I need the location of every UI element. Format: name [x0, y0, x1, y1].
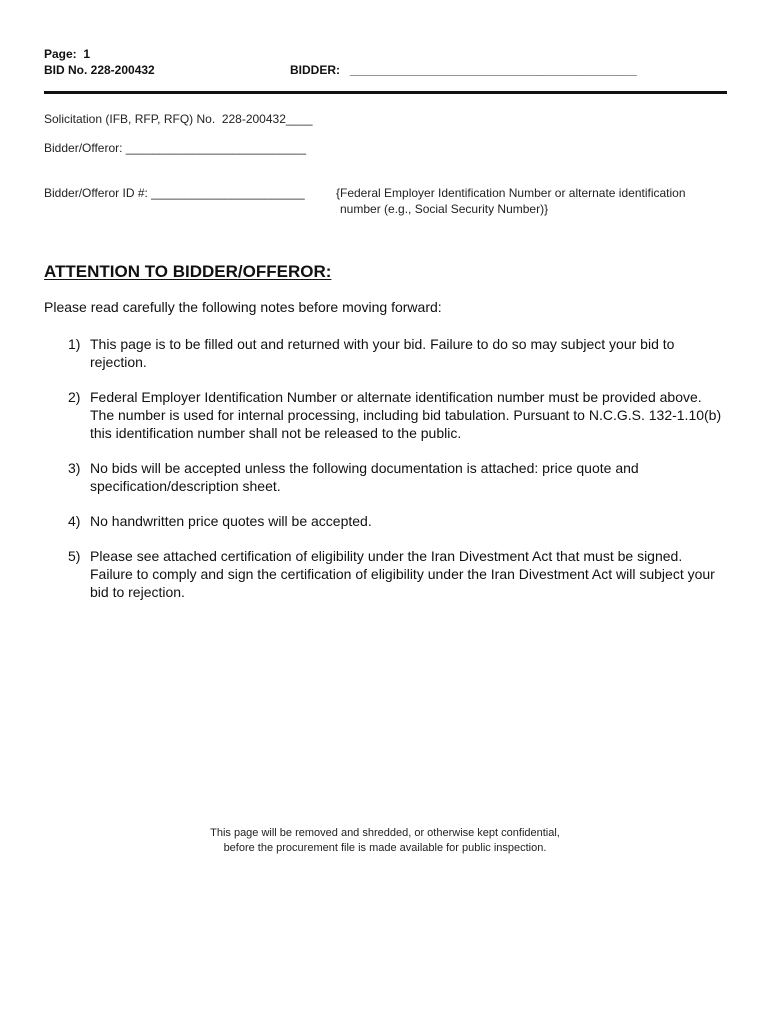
- note-text: No bids will be accepted unless the following documentation is attached: price quote and specification/description sheet.: [90, 460, 639, 494]
- note-text: This page is to be filled out and returned with your bid. Failure to do so may subject your bid to rejection.: [90, 336, 675, 370]
- bidder-offeror-field[interactable]: Bidder/Offeror: ___________________________: [44, 141, 307, 155]
- note-text: Please see attached certification of eligibility under the Iran Divestment Act that must be signed. Failure to comply and sign the certification of eligibility under the Iran Divestment Act will subject your bid to rejection.: [90, 548, 715, 600]
- note-number: 1): [68, 336, 81, 352]
- list-item: [68, 335, 728, 371]
- footer-line-1: This page will be removed and shredded, or otherwise kept confidential,: [210, 827, 560, 839]
- bidder-id-field[interactable]: Bidder/Offeror ID #: _______________________: [44, 186, 305, 200]
- header-divider: [44, 91, 727, 94]
- attention-heading: ATTENTION TO BIDDER/OFFEROR:: [44, 262, 332, 281]
- list-item: [68, 512, 728, 530]
- solicitation-number[interactable]: Solicitation (IFB, RFP, RFQ) No. 228-200432____: [44, 112, 313, 126]
- notes-list: [68, 335, 728, 618]
- note-number: 5): [68, 548, 81, 564]
- bidder-id-note-line1: {Federal Employer Identification Number or alternate identification: [336, 186, 686, 200]
- list-item: [68, 388, 728, 442]
- bidder-id-note-line2: number (e.g., Social Security Number)}: [340, 202, 549, 216]
- note-number: 3): [68, 460, 81, 476]
- page-number: Page: 1: [44, 47, 91, 61]
- bidder-field[interactable]: BIDDER: ___________________________________________: [290, 63, 637, 77]
- bid-number: BID No. 228-200432: [44, 63, 155, 77]
- note-text: No handwritten price quotes will be accepted.: [90, 513, 372, 529]
- confidentiality-footer: [0, 826, 770, 856]
- list-item: [68, 547, 728, 601]
- note-number: 4): [68, 513, 81, 529]
- attention-intro: Please read carefully the following notes before moving forward:: [44, 299, 442, 315]
- note-number: 2): [68, 389, 81, 405]
- footer-line-2: before the procurement file is made available for public inspection.: [223, 842, 547, 854]
- list-item: [68, 459, 728, 495]
- note-text: Federal Employer Identification Number or alternate identification number must be provided above. The number is used for internal processing, including bid tabulation. Pursuant to N.C.G.S. 132-1.10(b) this identification number shall not be released to the public.: [90, 389, 722, 441]
